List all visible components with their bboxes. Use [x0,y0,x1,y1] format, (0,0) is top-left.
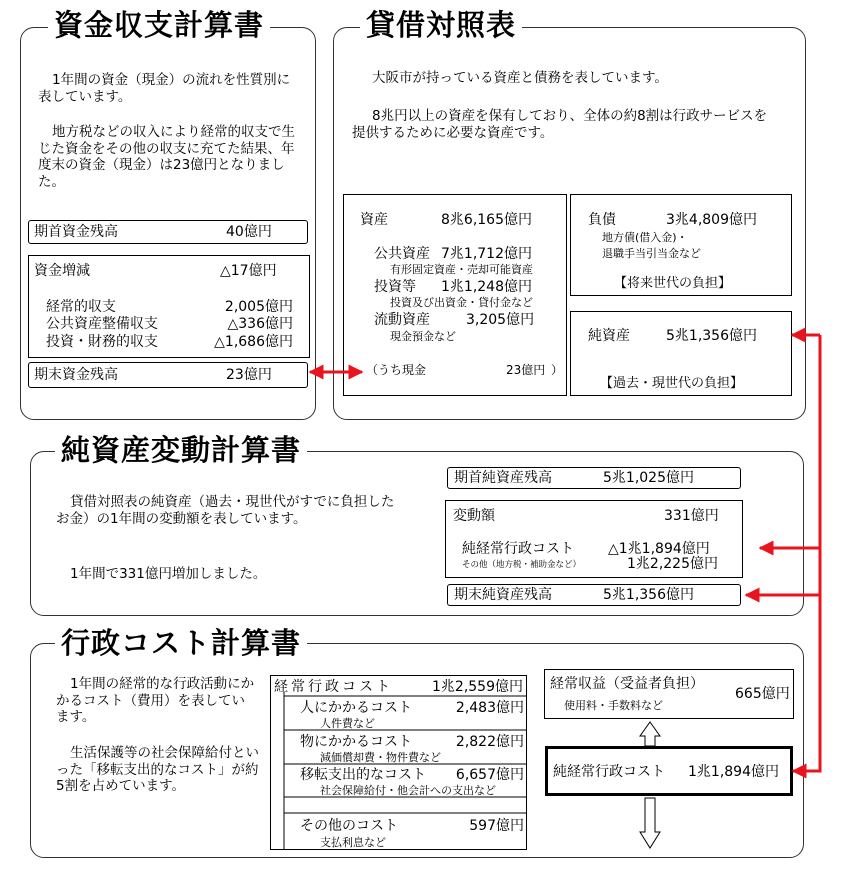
cost-item-label: 人にかかるコスト [300,700,412,716]
cash-flow-description-2: 地方税などの収入により経常的収支で生じた資金をその他の収支に充てた結果、年度末の資金（現金）は23億円となりました。 [38,124,295,190]
closing-cash-value: 23億円 [226,367,272,383]
future-burden-label: 【将来世代の負担】 [614,276,732,291]
liabilities-note-1: 地方債(借入金)・ [602,231,688,244]
net-assets-link-arrow [793,335,820,771]
liabilities-value: 3兆4,809億円 [666,212,757,228]
current-assets-note: 現金預金など [390,330,456,343]
down-hollow-arrow [640,798,660,848]
cost-item-label: その他のコスト [300,818,398,834]
net-assets-change-title: 純資産変動計算書 [55,433,307,467]
net-cost-value: △1兆1,894億円 [608,541,710,557]
liabilities-label: 負債 [588,212,616,228]
cash-item-value: 2,005億円 [224,299,293,315]
current-assets-value: 3,205億円 [466,312,535,328]
revenue-value: 665億円 [735,686,790,702]
cash-included-value: 23億円 [506,363,546,377]
cost-item-value: 6,657億円 [455,767,524,783]
net-cost-label: 純経常行政コスト [462,541,574,557]
cash-item-label: 投資・財務的収支 [46,334,158,350]
net-assets-value: 5兆1,356億円 [666,328,757,344]
liabilities-note-2: 退職手当引当金など [602,247,701,260]
past-burden-label: 【過去・現世代の負担】 [600,376,744,391]
cash-change-value: △17億円 [220,263,277,279]
net-assets-change-description-2: 1年間で331億円増加しました。 [70,566,267,582]
investments-label: 投資等 [374,279,416,295]
assets-value: 8兆6,165億円 [441,212,532,228]
admin-cost-description-1: 1年間の経常的な行政活動にかかるコスト（費用）を表しています。 [56,676,255,725]
cost-item-value: 2,822億円 [455,734,524,750]
net-assets-label: 純資産 [588,328,630,344]
opening-cash-value: 40億円 [226,224,272,240]
admin-cost-title: 行政コスト計算書 [55,626,307,660]
total-cost-value: 1兆2,559億円 [432,679,523,695]
cash-flow-title: 資金収支計算書 [48,8,270,42]
cash-flow-description-1: 1年間の資金（現金）の流れを性質別に表しています。 [38,72,291,105]
net-admin-cost-label: 純経常行政コスト [553,764,665,780]
investments-note: 投資及び出資金・貸付金など [390,296,533,309]
public-assets-note: 有形固定資産・売却可能資産 [390,263,533,276]
cash-included-close: ） [551,363,564,377]
opening-net-assets-label: 期首純資産残高 [454,470,552,486]
net-assets-change-value: 331億円 [664,508,719,524]
cash-change-label: 資金増減 [34,263,90,279]
cost-item-value: 2,483億円 [455,700,524,716]
admin-cost-description-2: 生活保護等の社会保障給付といった「移転支出的なコスト」が約5割を占めています。 [56,745,259,794]
closing-net-assets-value: 5兆1,356億円 [603,587,694,603]
net-assets-change-description-1: 貸借対照表の純資産（過去・現世代がすでに負担したお金）の1年間の変動額を表しています。 [56,494,395,527]
cost-item-value: 597億円 [469,818,524,834]
other-revenue-label: その他（地方税・補助金など） [462,560,582,570]
assets-label: 資産 [360,212,388,228]
balance-sheet-description-2: 8兆円以上の資産を保有しており、全体の約8割は行政サービスを提供するために必要な資産です。 [352,108,768,141]
balance-sheet-description-1: 大阪市が持っている資産と債務を表しています。 [372,70,668,86]
public-assets-label: 公共資産 [374,246,430,262]
cash-included-label: （うち現金 [366,363,427,377]
net-admin-cost-value: 1兆1,894億円 [688,764,779,780]
opening-cash-label: 期首資金残高 [34,224,118,240]
cost-item-note: 人件費など [320,717,375,730]
total-cost-label: 経常行政コスト [274,679,393,695]
current-assets-label: 流動資産 [374,312,430,328]
public-assets-value: 7兆1,712億円 [441,246,532,262]
cost-item-note: 支払利息など [320,836,386,849]
cost-item-label: 移転支出的なコスト [300,767,426,783]
cost-item-label: 物にかかるコスト [300,734,412,750]
cash-item-value: △1,686億円 [214,334,293,350]
cost-item-note: 社会保障給付・他会計への支出など [320,784,496,797]
investments-value: 1兆1,248億円 [441,279,532,295]
up-hollow-arrow [640,722,660,746]
revenue-note: 使用料・手数料など [564,699,663,712]
closing-net-assets-label: 期末純資産残高 [454,587,552,603]
opening-net-assets-value: 5兆1,025億円 [603,470,694,486]
cash-item-label: 公共資産整備収支 [46,316,158,332]
balance-sheet-title: 貸借対照表 [360,8,522,42]
cash-item-label: 経常的収支 [46,299,116,315]
net-assets-change-label: 変動額 [453,508,495,524]
cash-item-value: △336億円 [227,316,293,332]
closing-cash-label: 期末資金残高 [34,367,118,383]
revenue-label: 経常収益（受益者負担） [550,676,704,692]
other-revenue-value: 1兆2,225億円 [627,556,718,572]
cost-item-note: 減価償却費・物件費など [320,751,441,764]
